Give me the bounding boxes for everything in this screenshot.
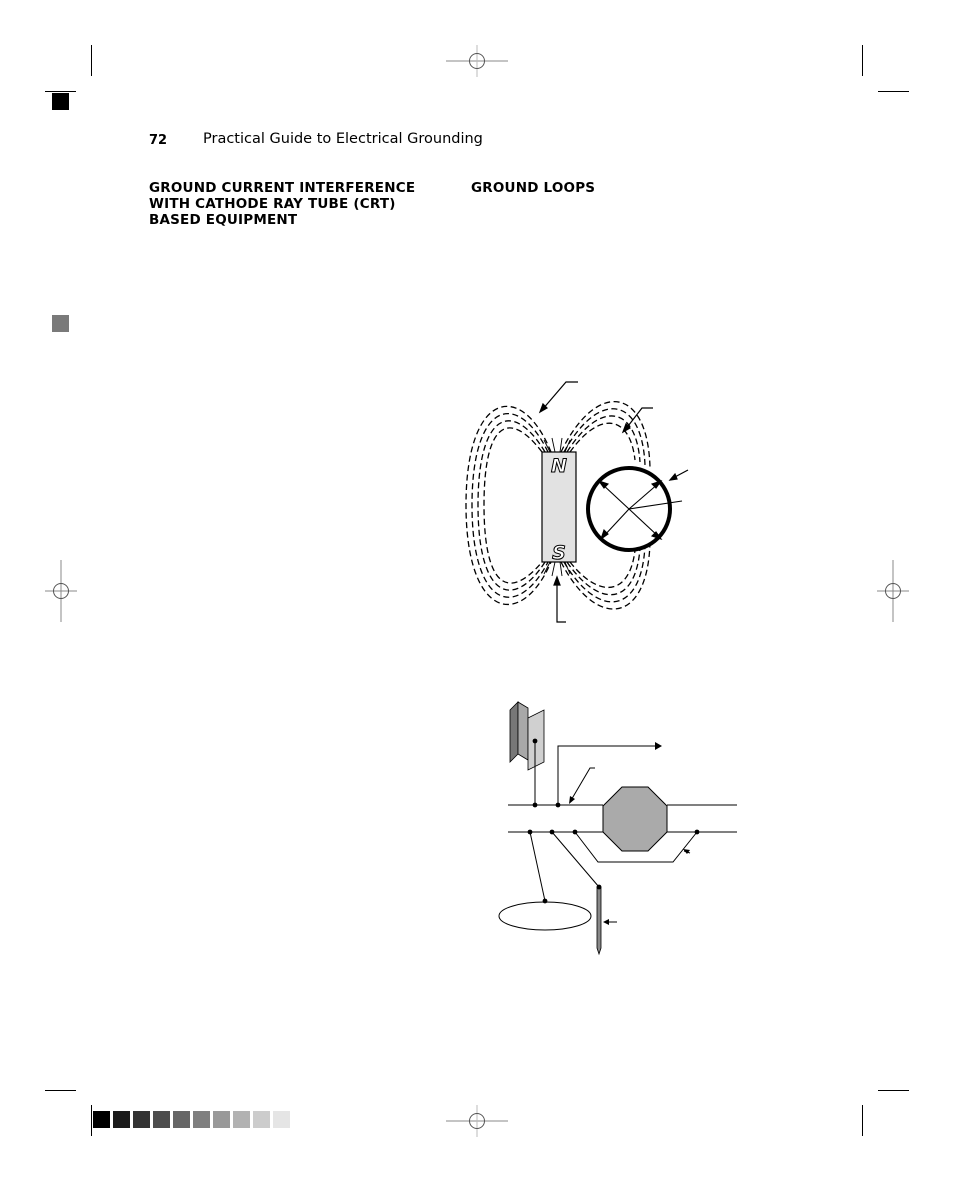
registration-mark-bottom-icon (446, 1105, 508, 1137)
ground-rod (597, 887, 601, 954)
heading-line: GROUND LOOPS (471, 180, 596, 196)
heading-line: BASED EQUIPMENT (149, 212, 298, 228)
magnet-crt-figure (470, 370, 710, 630)
color-swatch (233, 1111, 250, 1128)
color-swatch (153, 1111, 170, 1128)
thumb-tab-black (52, 93, 69, 110)
building-steel-icon (510, 702, 518, 762)
magnet-north-label: N (551, 455, 567, 477)
color-swatch (253, 1111, 270, 1128)
color-swatch (93, 1111, 110, 1128)
color-swatch (173, 1111, 190, 1128)
registration-mark-top-icon (446, 45, 508, 77)
section-heading-crt (149, 180, 449, 228)
heading-line: GROUND CURRENT INTERFERENCE (149, 180, 416, 196)
magnet-south-label: S (552, 542, 566, 564)
crop-mark-bottom-right-vertical (862, 1105, 863, 1136)
crop-mark-top-right-horizontal (878, 91, 909, 92)
page-number: 72 (149, 133, 168, 148)
section-heading-ground-loops (471, 180, 671, 196)
registration-mark-right-icon (877, 560, 909, 622)
color-calibration-bar (93, 1111, 290, 1128)
color-swatch (133, 1111, 150, 1128)
running-head: Practical Guide to Electrical Grounding (203, 131, 483, 147)
color-swatch (193, 1111, 210, 1128)
crop-mark-bottom-right-horizontal (878, 1090, 909, 1091)
color-swatch (273, 1111, 290, 1128)
thumb-tab-gray (52, 315, 69, 332)
crop-mark-top-left-horizontal (45, 91, 76, 92)
crop-mark-top-left-vertical (91, 45, 92, 76)
ground-ring (499, 902, 591, 930)
crop-mark-top-right-vertical (862, 45, 863, 76)
crop-mark-bottom-left-vertical (91, 1105, 92, 1136)
registration-mark-left-icon (45, 560, 77, 622)
heading-line: WITH CATHODE RAY TUBE (CRT) (149, 196, 396, 212)
ground-loop-figure (490, 690, 750, 960)
crop-mark-bottom-left-horizontal (45, 1090, 76, 1091)
equipment-octagon (603, 787, 667, 851)
color-swatch (113, 1111, 130, 1128)
color-swatch (213, 1111, 230, 1128)
